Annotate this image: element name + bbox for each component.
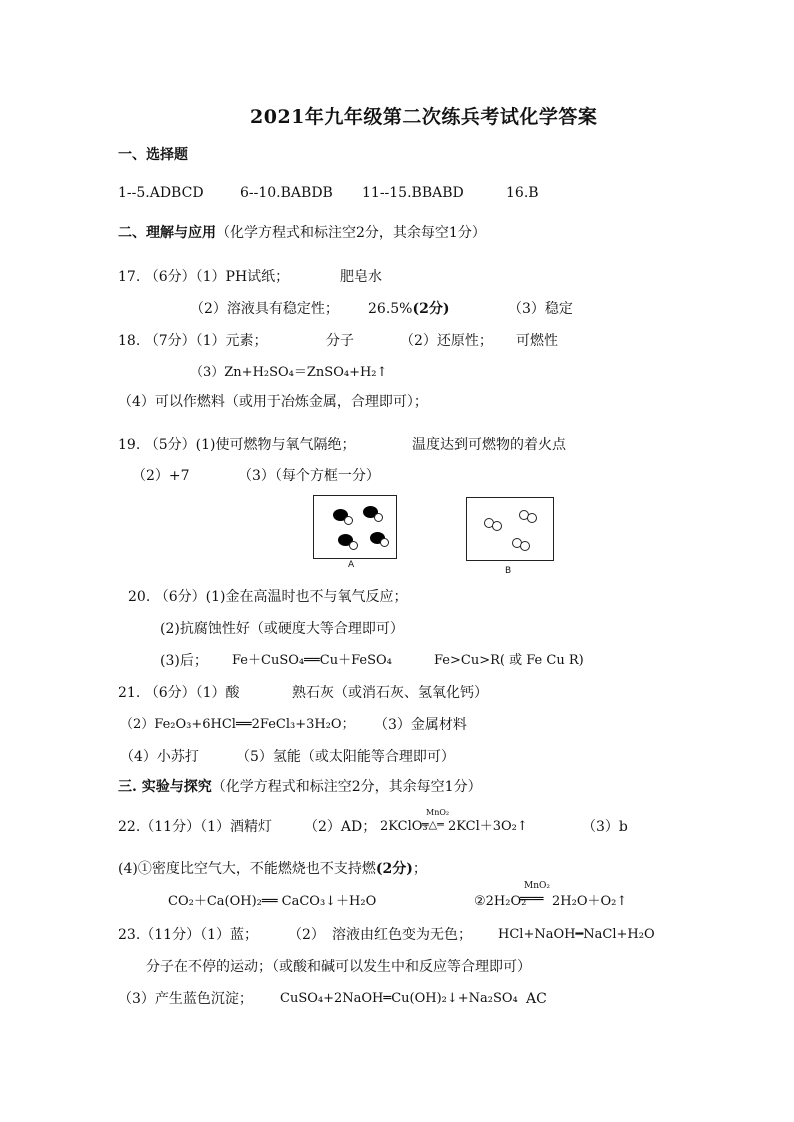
q23-answer-4: AC — [526, 991, 547, 1007]
q17-answer-2: （2）溶液具有稳定性； — [190, 301, 339, 317]
q17-value: 26.5% — [368, 301, 413, 317]
q18-answer-4: （4）可以作燃料（或用于冶炼金属，合理即可）； — [118, 394, 428, 410]
q22-answer-4-text: (4)①密度比空气大，不能燃烧也不支持燃 — [118, 861, 376, 877]
diagram-box-b — [466, 497, 554, 561]
molecule-white-atom — [492, 521, 502, 531]
q19-answer-3: （3）（每个方框一分） — [238, 468, 380, 484]
q23-answer-2-label: （2） — [288, 927, 325, 943]
q22-products: 2KCl＋3O₂↑ — [448, 819, 528, 834]
q22-heat-sign: ═△═ — [422, 818, 444, 831]
q20-answer-2: (2)抗腐蚀性好（或硬度大等合理即可） — [160, 621, 404, 637]
choice-answers-11-15: 11--15.BBABD — [362, 185, 464, 201]
q22-products-2: 2H₂O＋O₂↑ — [552, 894, 628, 909]
q17-answer-2b — [368, 300, 449, 318]
q23-answer-1: 23.（11分）（1）蓝； — [118, 927, 258, 943]
section-1-heading: 一、选择题 — [118, 147, 188, 163]
q19-answer-1: 19. （5分）(1)使可燃物与氧气隔绝； — [118, 437, 356, 453]
q22-reactant: 2KClO₃ — [380, 819, 428, 834]
q22-answer-4 — [118, 860, 427, 878]
molecule-white-atom — [380, 538, 389, 547]
q22-answer-2: （2）AD； — [304, 819, 377, 835]
q23-equation: HCl+NaOH━NaCl+H₂O — [498, 927, 655, 942]
molecule-white-atom — [520, 541, 530, 551]
q20-activity-order: Fe>Cu>R( 或 Fe Cu R) — [434, 653, 584, 668]
molecule-white-atom — [374, 513, 383, 522]
choice-answers-1-5: 1--5.ADBCD — [118, 185, 204, 201]
section-3-heading: 三. 实验与探究 — [118, 779, 212, 795]
q18-answer-2: （2）还原性； — [400, 333, 493, 349]
q17-answer-1: 17. （6分）（1）PH试纸； — [118, 269, 290, 285]
q18-answer-2b: 可燃性 — [516, 333, 558, 349]
choice-answers-6-10: 6--10.BABDB — [240, 185, 333, 201]
q18-answer-1: 18. （7分）（1）元素； — [118, 333, 268, 349]
q21-answer-4: （4）小苏打 — [120, 749, 199, 765]
molecule-white-atom — [527, 513, 537, 523]
q22-reactant-h2o2: ②2H₂O₂ — [474, 894, 527, 909]
q20-equation: Fe＋CuSO₄══Cu＋FeSO₄ — [232, 653, 392, 668]
q22-semicolon: ； — [412, 861, 427, 877]
diagram-box-a — [313, 495, 397, 559]
q17-answer-3: （3）稳定 — [508, 301, 573, 317]
q23-answer-2b: 分子在不停的运动；（或酸和碱可以发生中和反应等合理即可） — [146, 959, 531, 975]
molecule-white-atom — [344, 516, 353, 525]
q21-answer-1b: 熟石灰（或消石灰、氢氧化钙） — [292, 685, 488, 701]
q21-equation: （2）Fe₂O₃+6HCl══2FeCl₃+3H₂O； — [120, 717, 355, 732]
q21-answer-1: 21. （6分）（1）酸 — [118, 685, 240, 701]
q21-answer-5: （5）氢能（或太阳能等合理即可） — [236, 749, 455, 765]
molecule-white-atom — [349, 541, 358, 550]
q18-equation: （3）Zn+H₂SO₄＝ZnSO₄+H₂↑ — [190, 365, 388, 380]
q22-catalyst-label-2: MnO₂ — [524, 881, 550, 891]
q17-score-note: (2分) — [412, 301, 450, 317]
q19-answer-1b: 温度达到可燃物的着火点 — [412, 437, 566, 453]
q22-answer-1: 22.（11分）（1）酒精灯 — [118, 819, 272, 835]
q17-answer-1b: 肥皂水 — [340, 269, 382, 285]
q20-answer-1: 20. （6分）(1)金在高温时也不与氧气反应； — [128, 589, 408, 605]
diagram-caption-a: A — [348, 560, 355, 570]
section-2-heading: 二、理解与应用 — [118, 225, 216, 241]
q22-answer-3: （3）b — [582, 819, 628, 835]
section-2-line — [118, 224, 486, 242]
section-3-note: （化学方程式和标注空2分，其余每空1分） — [211, 779, 482, 795]
q23-answer-2: 溶液由红色变为无色； — [332, 927, 472, 943]
q23-answer-3: （3）产生蓝色沉淀； — [118, 991, 253, 1007]
page-title: 2021年九年级第二次练兵考试化学答案 — [250, 106, 598, 128]
q22-equation-co2: CO₂＋Ca(OH)₂══ CaCO₃↓＋H₂O — [168, 894, 377, 909]
section-2-note: （化学方程式和标注空2分，其余每空1分） — [216, 225, 486, 241]
q20-answer-3: (3)后； — [160, 653, 208, 669]
diagram-caption-b: B — [505, 566, 512, 576]
q19-answer-2: （2）+7 — [132, 468, 190, 484]
section-3-line — [118, 778, 482, 796]
q22-catalyst-label: MnO₂ — [426, 808, 450, 817]
q21-answer-3: （3）金属材料 — [374, 717, 467, 733]
choice-answer-16: 16.B — [506, 185, 539, 201]
q18-answer-1b: 分子 — [326, 333, 354, 349]
q22-score-note: (2分) — [375, 861, 413, 877]
q22-equals-sign: ═══ — [520, 892, 544, 907]
q23-equation-2: CuSO₄+2NaOH═Cu(OH)₂↓+Na₂SO₄ — [280, 991, 518, 1006]
